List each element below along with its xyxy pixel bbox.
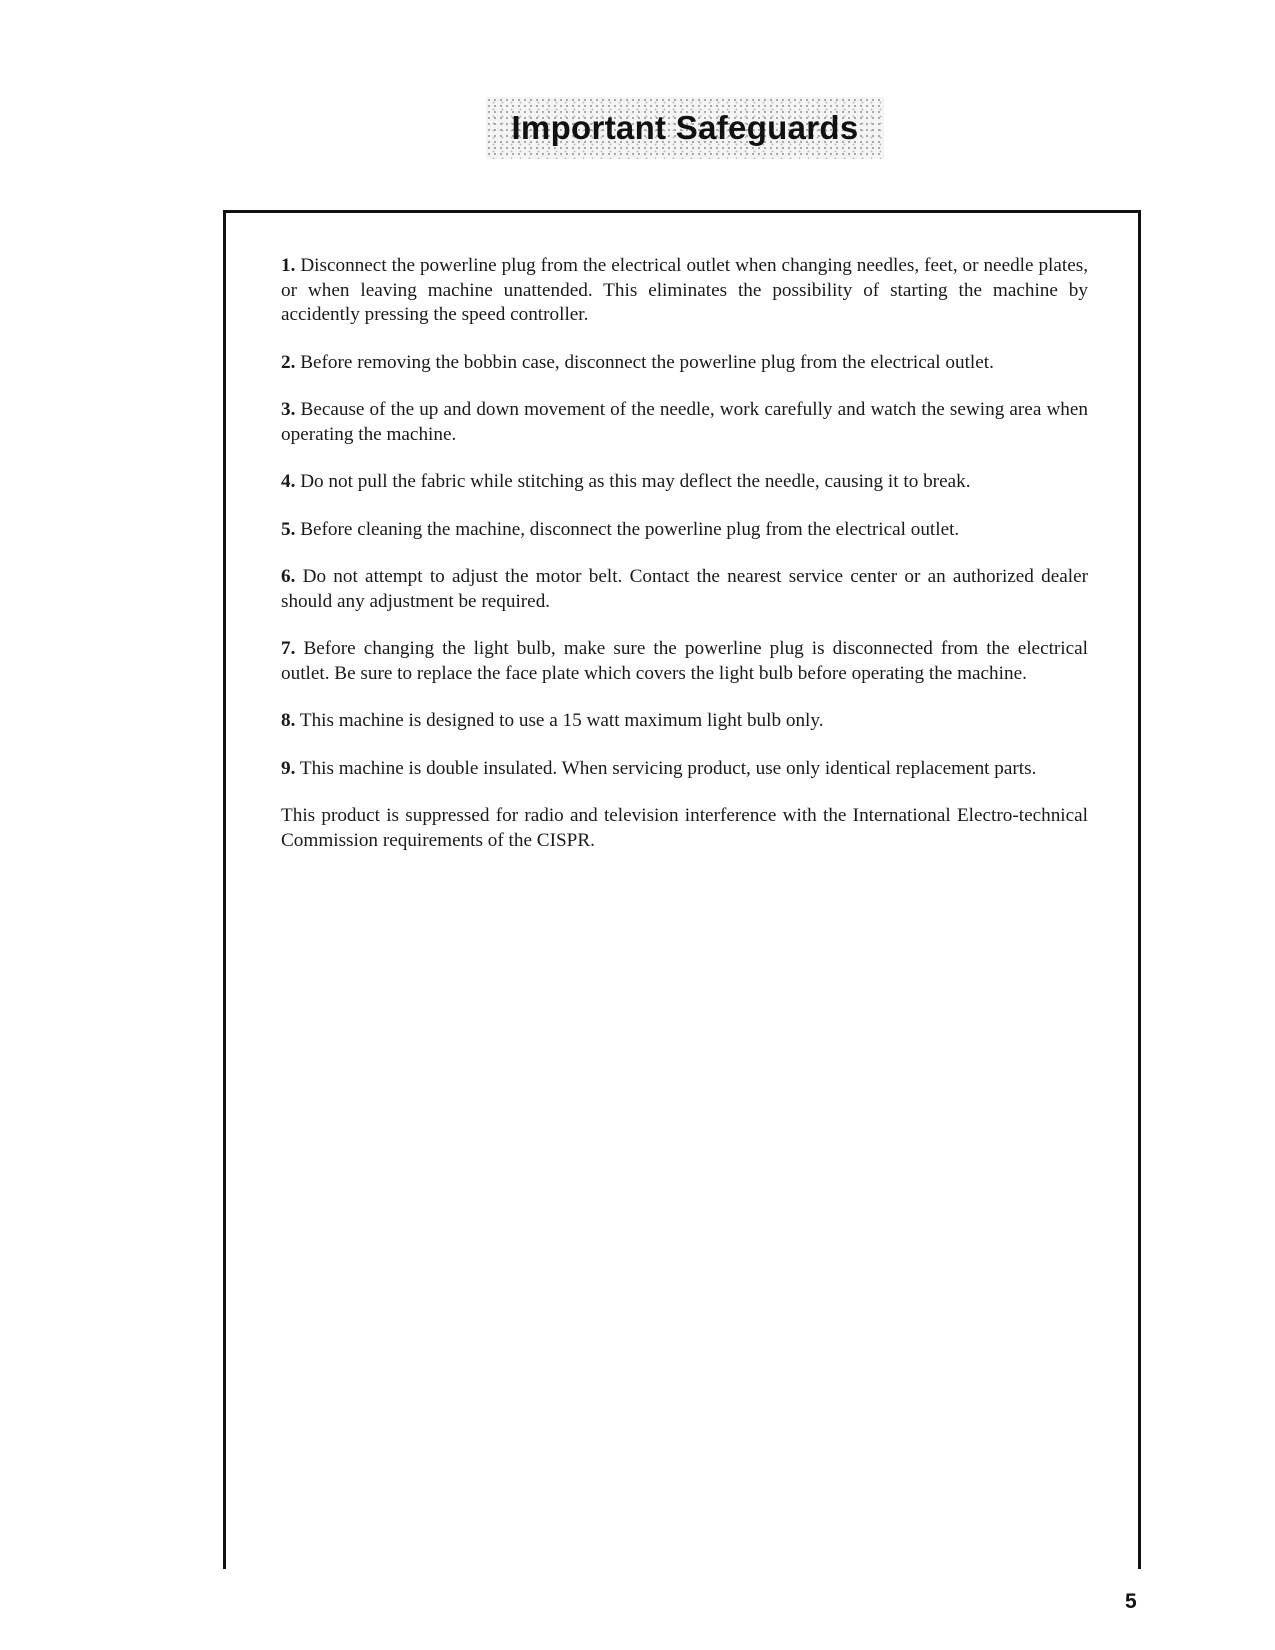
safeguard-item — [281, 518, 1088, 543]
item-number: 9. — [281, 757, 296, 779]
safeguard-item — [281, 351, 1088, 376]
item-text: This machine is double insulated. When servicing product, use only identical replacement parts. — [299, 757, 1037, 779]
page-title: Important Safeguards — [511, 109, 859, 146]
item-number: 5. — [281, 518, 296, 540]
item-text: Do not pull the fabric while stitching as this may deflect the needle, causing it to break. — [300, 471, 971, 492]
item-text: Before changing the light bulb, make sure the powerline plug is disconnected from the electrical outlet. Be sure to replace the face plate which covers the light bulb before operating the machine. — [281, 638, 1089, 684]
item-number: 8. — [281, 710, 296, 731]
title-banner — [486, 97, 884, 159]
item-text: Before cleaning the machine, disconnect the powerline plug from the electrical outlet. — [300, 518, 960, 540]
safeguard-item — [281, 470, 1088, 495]
safeguard-item — [281, 757, 1088, 782]
item-number: 1. — [281, 255, 296, 276]
item-text: Disconnect the powerline plug from the electrical outlet when changing needles, feet, or needle plates, or when leaving machine unattended. This eliminates the possibility of starting the machine by accidently pressing the speed controller. — [281, 255, 1089, 325]
page-number: 5 — [1125, 1590, 1137, 1613]
item-text: Before removing the bobbin case, disconnect the powerline plug from the electrical outlet. — [300, 351, 994, 373]
interference-note: This product is suppressed for radio and television interference with the International Electro-technical Commission requirements of the CISPR. — [281, 805, 1088, 851]
item-number: 6. — [281, 566, 296, 587]
item-text: This machine is designed to use a 15 watt maximum light bulb only. — [299, 710, 824, 731]
item-number: 4. — [281, 471, 296, 492]
safeguards-list — [281, 254, 1088, 876]
safeguard-item — [281, 254, 1088, 328]
item-number: 3. — [281, 399, 296, 420]
item-number: 7. — [281, 638, 296, 659]
safeguard-item — [281, 398, 1088, 447]
safeguard-item — [281, 709, 1088, 734]
item-text: Do not attempt to adjust the motor belt. Contact the nearest service center or an authorized dealer should any adjustment be required. — [281, 566, 1088, 612]
safeguard-item — [281, 637, 1088, 686]
safeguard-item — [281, 565, 1088, 614]
item-number: 2. — [281, 351, 296, 373]
item-text: Because of the up and down movement of the needle, work carefully and watch the sewing area when operating the machine. — [281, 399, 1089, 445]
